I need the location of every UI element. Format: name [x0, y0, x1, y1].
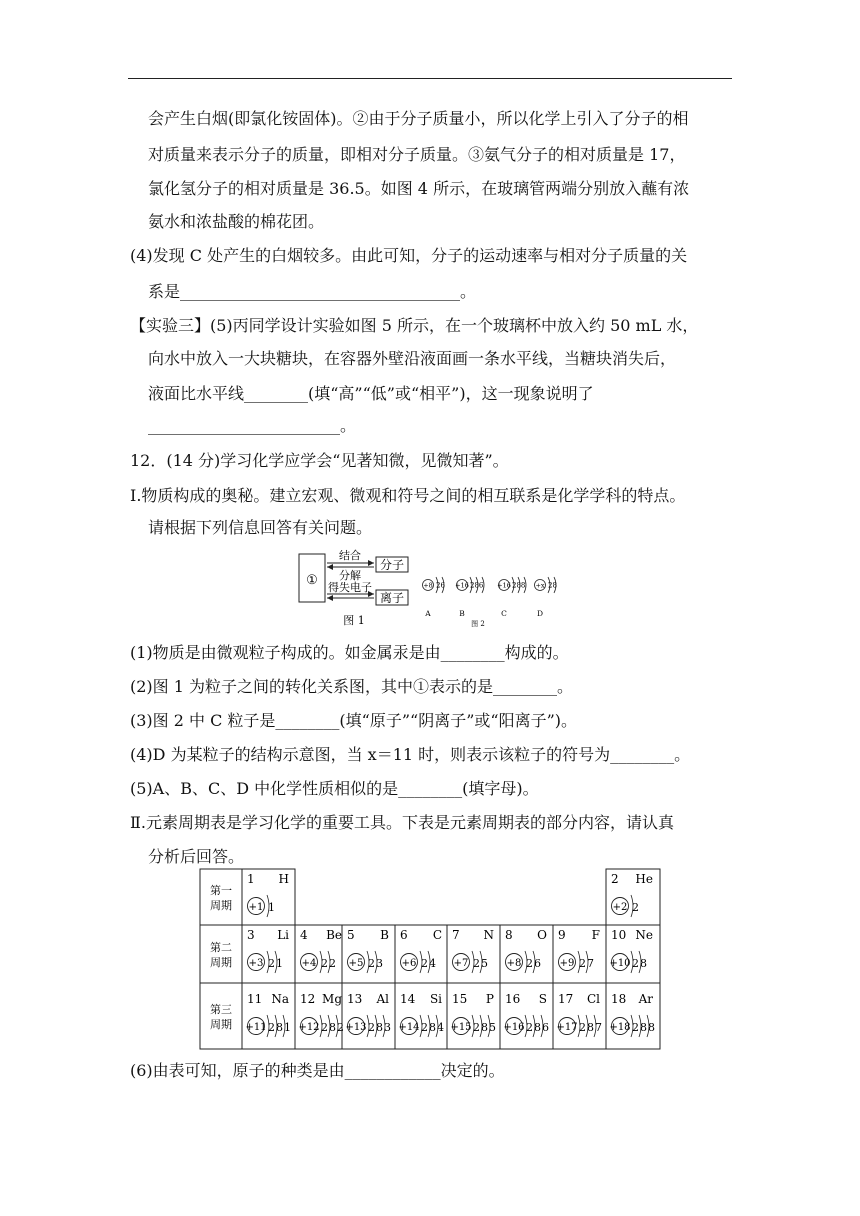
shell-electrons: 281: [268, 1021, 292, 1034]
element-symbol: S: [538, 992, 547, 1006]
figure-2-caption: 图 2: [471, 620, 485, 628]
shell-electrons: 1: [268, 901, 276, 914]
question-6: (6)由表可知，原子的种类是由____________决定的。: [130, 1061, 505, 1080]
atomic-number: 2: [611, 872, 619, 886]
particle-A: [423, 577, 446, 618]
element-symbol: Ne: [635, 928, 653, 942]
shell-electrons: 282: [321, 1021, 345, 1034]
decompose-label: 分解: [339, 569, 361, 582]
text-line: 分析后回答。: [148, 847, 245, 866]
element-symbol: Mg: [322, 992, 342, 1006]
shell-electrons: 26: [436, 581, 445, 590]
shell-electrons: 284: [421, 1021, 445, 1034]
table-cell: [200, 869, 242, 925]
atomic-number: 6: [400, 928, 408, 942]
element-Li: [247, 928, 289, 973]
shell-electrons: 21: [268, 957, 284, 970]
nucleus-charge: +1: [248, 902, 264, 913]
element-Ne: [609, 928, 653, 973]
element-Na: [245, 992, 292, 1037]
text-line: 会产生白烟(即氯化铵固体)。②由于分子质量小，所以化学上引入了分子的相: [148, 109, 689, 128]
circle-label: ①: [306, 573, 318, 588]
shell-electrons: 288: [512, 581, 526, 590]
atomic-number: 10: [611, 928, 627, 942]
nucleus-charge: +16: [503, 1022, 525, 1033]
box-ion: 离子: [379, 591, 405, 605]
element-symbol: Ar: [638, 992, 653, 1006]
svg-text:第一: 第一: [210, 884, 232, 897]
figure-1-caption: 图 1: [343, 614, 365, 627]
shell-electrons: 286: [470, 581, 484, 590]
text-line: 请根据下列信息回答有关问题。: [148, 518, 373, 537]
nucleus-charge: +16: [455, 581, 469, 590]
box-molecule: 分子: [379, 558, 405, 572]
shell-electrons: 26: [526, 957, 542, 970]
element-B: [347, 928, 389, 973]
experiment-3: 【实验三】(5)丙同学设计实验如图 5 所示，在一个玻璃杯中放入约 50 mL 水，: [130, 316, 699, 335]
text-line: 对质量来表示分子的质量，即相对分子质量。③氨气分子的相对质量是 17，: [148, 145, 686, 164]
shell-electrons: 25: [473, 957, 489, 970]
nucleus-charge: +8: [423, 581, 433, 590]
element-symbol: P: [485, 992, 494, 1006]
question-5: (5)A、B、C、D 中化学性质相似的是________(填字母)。: [130, 779, 539, 798]
shell-electrons: 22: [321, 957, 337, 970]
element-Ar: [609, 992, 656, 1037]
shell-electrons: 2: [632, 901, 640, 914]
question-2: (2)图 1 为粒子之间的转化关系图，其中①表示的是________。: [130, 677, 574, 696]
nucleus-charge: +18: [609, 1022, 631, 1033]
period-1-cells: [242, 869, 660, 925]
element-P: [450, 992, 497, 1037]
atomic-number: 4: [300, 928, 308, 942]
element-F: [558, 928, 600, 973]
element-symbol: B: [380, 928, 389, 942]
element-symbol: Si: [429, 992, 442, 1006]
question-4: (4)发现 C 处产生的白烟较多。由此可知，分子的运动速率与相对分子质量的关: [130, 246, 688, 265]
svg-text:周期: 周期: [210, 956, 232, 969]
atomic-number: 1: [247, 872, 255, 886]
atomic-number: 11: [247, 992, 263, 1006]
shell-electrons: 288: [632, 1021, 656, 1034]
element-symbol: Li: [277, 928, 289, 942]
svg-text:周期: 周期: [210, 899, 232, 912]
element-He: [611, 872, 653, 917]
atomic-number: 15: [452, 992, 468, 1006]
element-symbol: He: [635, 872, 653, 886]
element-symbol: F: [591, 928, 600, 942]
atomic-number: 16: [505, 992, 521, 1006]
element-symbol: O: [537, 928, 547, 942]
electron-label: 得失电子: [328, 581, 372, 594]
element-symbol: Na: [271, 992, 289, 1006]
nucleus-charge: +17: [556, 1022, 578, 1033]
question-4b: (4)D 为某粒子的结构示意图，当 x＝11 时，则表示该粒子的符号为________。: [130, 745, 691, 764]
text-line: 液面比水平线________(填“高”“低”或“相平”)，这一现象说明了: [148, 384, 594, 403]
element-O: [505, 928, 547, 973]
question-12: 12．(14 分)学习化学应学会“见著知微，见微知著”。: [130, 451, 509, 470]
shell-electrons: 283: [368, 1021, 392, 1034]
element-N: [452, 928, 494, 973]
figure-area: [298, 548, 558, 630]
combine-label: 结合: [339, 549, 361, 562]
period-label: [200, 869, 242, 925]
nucleus-charge: +5: [348, 958, 364, 969]
section-ii: Ⅱ.元素周期表是学习化学的重要工具。下表是元素周期表的部分内容，请认真: [130, 813, 674, 832]
element-Si: [398, 992, 445, 1037]
shell-electrons: 28: [548, 581, 557, 590]
nucleus-charge: +x: [535, 581, 545, 590]
particle-label: C: [501, 609, 507, 618]
element-symbol: Cl: [586, 992, 600, 1006]
nucleus-charge: +16: [497, 581, 511, 590]
svg-text:第三: 第三: [210, 1003, 232, 1016]
atomic-number: 14: [400, 992, 416, 1006]
nucleus-charge: +15: [450, 1022, 472, 1033]
particle-B: [455, 577, 484, 618]
nucleus-charge: +3: [248, 958, 264, 969]
shell-electrons: 286: [526, 1021, 550, 1034]
text-line: 向水中放入一大块糖块，在容器外壁沿液面画一条水平线，当糖块消失后，: [148, 349, 677, 368]
element-Cl: [556, 992, 603, 1037]
shell-electrons: 285: [473, 1021, 497, 1034]
atomic-number: 12: [300, 992, 316, 1006]
particle-D: [535, 577, 557, 618]
shell-electrons: 24: [421, 957, 437, 970]
atomic-number: 18: [611, 992, 627, 1006]
atomic-number: 7: [452, 928, 460, 942]
atomic-number: 5: [347, 928, 355, 942]
element-symbol: C: [432, 928, 442, 942]
table-cell: [200, 925, 242, 983]
svg-text:第二: 第二: [210, 941, 232, 954]
element-C: [400, 928, 442, 973]
header-rule: [128, 78, 732, 79]
atomic-number: 9: [558, 928, 566, 942]
periodic-table: [200, 869, 660, 1049]
nucleus-charge: +7: [453, 958, 469, 969]
nucleus-charge: +8: [506, 958, 522, 969]
particle-C: [497, 577, 526, 618]
element-Al: [345, 992, 392, 1037]
nucleus-charge: +14: [398, 1022, 420, 1033]
shell-electrons: 23: [368, 957, 384, 970]
particle-label: D: [536, 609, 544, 618]
figure-1-conversion-diagram: [298, 548, 410, 630]
section-i: Ⅰ.物质构成的奥秘。建立宏观、微观和符号之间的相互联系是化学学科的特点。: [130, 486, 686, 505]
shell-electrons: 28: [632, 957, 648, 970]
nucleus-charge: +13: [345, 1022, 367, 1033]
nucleus-charge: +9: [559, 958, 575, 969]
element-symbol: H: [278, 872, 289, 886]
answer-blank-line: 系是___________________________________。: [148, 282, 477, 301]
figure-2-particle-diagrams: [416, 568, 556, 630]
answer-blank-line: ________________________。: [148, 416, 357, 435]
period-label: [200, 983, 242, 1049]
particle-label: B: [459, 609, 465, 618]
question-3: (3)图 2 中 C 粒子是________(填“原子”“阴离子”或“阳离子”)。: [130, 711, 577, 730]
atomic-number: 13: [347, 992, 363, 1006]
question-1: (1)物质是由微观粒子构成的。如金属汞是由________构成的。: [130, 643, 569, 662]
element-Mg: [298, 992, 345, 1037]
element-symbol: Al: [376, 992, 389, 1006]
particle-label: A: [425, 609, 431, 618]
nucleus-charge: +2: [612, 902, 628, 913]
atomic-number: 3: [247, 928, 255, 942]
element-H: [247, 872, 289, 917]
atomic-number: 8: [505, 928, 513, 942]
shell-electrons: 287: [579, 1021, 603, 1034]
text-line: 氯化氢分子的相对质量是 36.5。如图 4 所示，在玻璃管两端分别放入蘸有浓: [148, 179, 690, 198]
nucleus-charge: +4: [301, 958, 317, 969]
element-symbol: Be: [326, 928, 342, 942]
atomic-number: 17: [558, 992, 574, 1006]
element-S: [503, 992, 550, 1037]
nucleus-charge: +10: [609, 958, 631, 969]
table-cell: [200, 983, 242, 1049]
text-line: 氨水和浓盐酸的棉花团。: [148, 212, 325, 231]
nucleus-charge: +11: [245, 1022, 267, 1033]
period-label: [200, 925, 242, 983]
element-symbol: N: [483, 928, 494, 942]
nucleus-charge: +6: [401, 958, 417, 969]
shell-electrons: 27: [579, 957, 595, 970]
element-Be: [300, 928, 342, 973]
svg-text:周期: 周期: [210, 1018, 232, 1031]
nucleus-charge: +12: [298, 1022, 320, 1033]
